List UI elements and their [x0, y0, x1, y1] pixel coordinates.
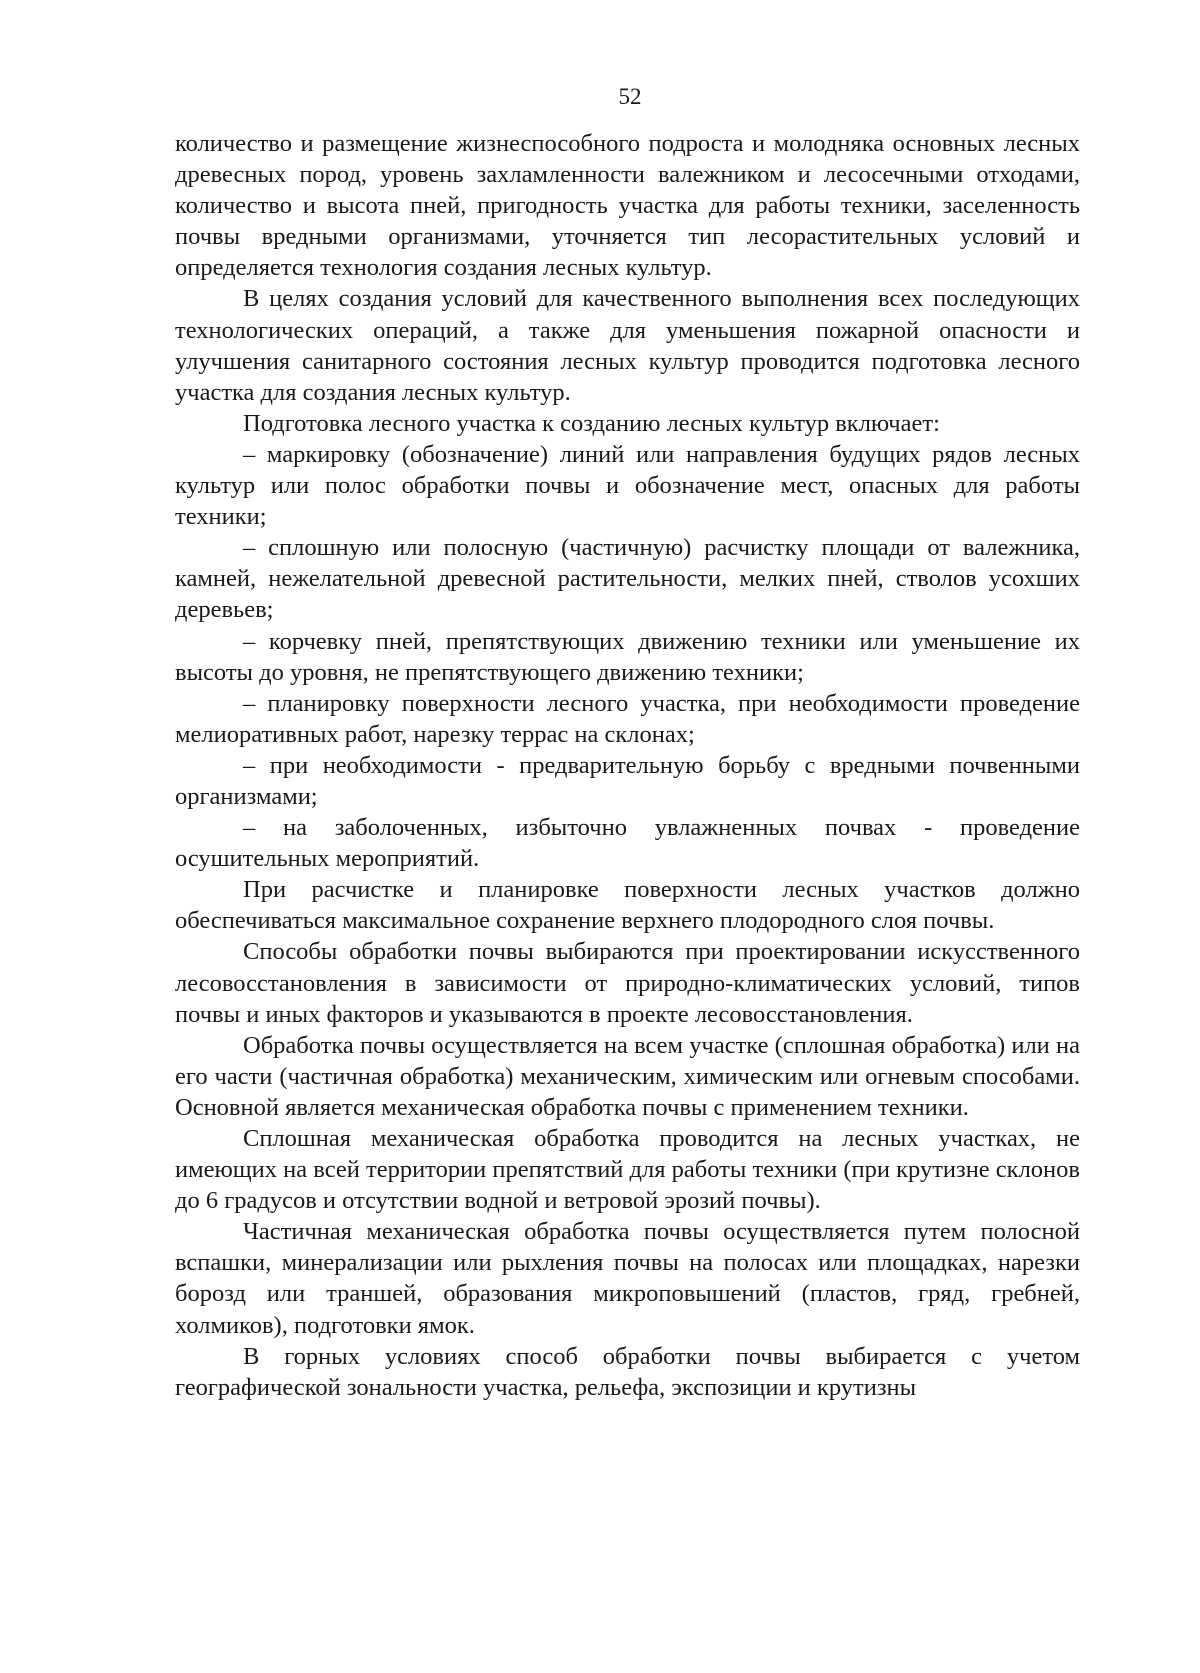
- list-item: – на заболоченных, избыточно увлажненных почвах - проведение осушительных мероприятий.: [175, 814, 1080, 873]
- paragraph: В целях создания условий для качественного выполнения всех последующих технологических операций, а также для уменьшения пожарной опасности и улучшения санитарного состояния лесных культур проводится подготовка лесного участка для создания лесных культур.: [175, 285, 1080, 406]
- list-item: – при необходимости - предварительную борьбу с вредными почвенными организмами;: [175, 751, 1080, 810]
- list-item: – маркировку (обозначение) линий или направления будущих рядов лесных культур или полос обработки почвы и обозначение мест, опасных для работы техники;: [175, 440, 1080, 531]
- list-item: – планировку поверхности лесного участка, при необходимости проведение мелиоративных работ, нарезку террас на склонах;: [175, 689, 1080, 748]
- body-text: [175, 128, 1080, 1403]
- paragraph: Частичная механическая обработка почвы осуществляется путем полосной вспашки, минерализации или рыхления почвы на полосах или площадках, нарезки борозд или траншей, образования микроповышений (пластов, гряд, гребней, холмиков), подготовки ямок.: [175, 1218, 1080, 1339]
- paragraph: В горных условиях способ обработки почвы выбирается с учетом географической зональности участка, рельефа, экспозиции и крутизны: [175, 1342, 1080, 1401]
- paragraph: Обработка почвы осуществляется на всем участке (сплошная обработка) или на его части (частичная обработка) механическим, химическим или огневым способами. Основной является механическая обработка почвы с применением техники.: [175, 1031, 1080, 1121]
- paragraph: При расчистке и планировке поверхности лесных участков должно обеспечиваться максимальное сохранение верхнего плодородного слоя почвы.: [175, 876, 1080, 935]
- paragraph: Подготовка лесного участка к созданию лесных культур включает:: [243, 409, 940, 437]
- paragraph: Сплошная механическая обработка проводится на лесных участках, не имеющих на всей территории препятствий для работы техники (при крутизне склонов до 6 градусов и отсутствии водной и ветровой эрозий почвы).: [175, 1125, 1080, 1215]
- page-number: 52: [618, 84, 642, 109]
- paragraph: Способы обработки почвы выбираются при проектировании искусственного лесовосстановления в зависимости от природно-климатических условий, типов почвы и иных факторов и указываются в проекте лесовосстановления.: [175, 938, 1080, 1028]
- paragraph-continuation: количество и размещение жизнеспособного подроста и молодняка основных лесных древесных пород, уровень захламленности валежником и лесосечными отходами, количество и высота пней, пригодность участка для работы техники, заселенность почвы вредными организмами, уточняется тип лесорастительных условий и определяется технология создания лесных культур.: [175, 130, 1080, 282]
- list-item: – сплошную или полосную (частичную) расчистку площади от валежника, камней, нежелательной древесной растительности, мелких пней, стволов усохших деревьев;: [175, 534, 1080, 624]
- list-item: – корчевку пней, препятствующих движению техники или уменьшение их высоты до уровня, не препятствующего движению техники;: [175, 627, 1080, 686]
